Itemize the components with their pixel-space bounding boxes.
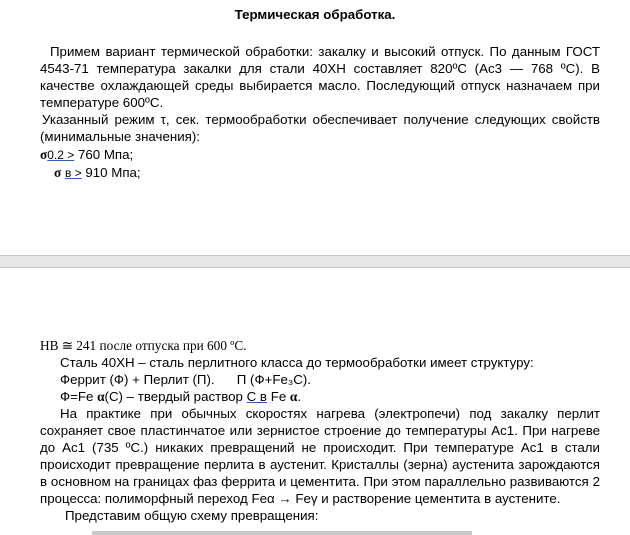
page-2 (0, 268, 630, 535)
ferrite-formula-part: . (297, 389, 302, 404)
page-1 (0, 0, 630, 255)
paragraph-mode: Указанный режим τ, сек. термообработки обеспечивает получение следующих свойств (минимальные значения): (40, 112, 600, 144)
pearlite-composition: П (Ф+Fe₃C). (236, 372, 311, 387)
paragraph-heat-treatment: Примем вариант термической обработки: закалку и высокий отпуск. По данным ГОСТ 4543-71 температура закалки для стали 40ХН составляет 820ºC (Ас3 — 768 ºC). В качестве охлаждающей среды выбирается масло. Последующий отпуск назначаем при температуре 600ºС. (40, 44, 600, 110)
scheme-line: Представим общую схему превращения: (65, 508, 319, 523)
page-break (0, 255, 630, 268)
section-title: Термическая обработка. (234, 7, 396, 22)
sigma-symbol: σ (54, 165, 62, 180)
embedded-object-edge (92, 531, 472, 535)
structure-line: Сталь 40ХН – сталь перлитного класса до термообработки имеет структуру: (60, 355, 534, 370)
alpha-symbol: α (289, 389, 298, 404)
paragraph-practice: На практике при обычных скоростях нагрева (электропечи) под закалку перлит сохраняет свое пластинчатое или зернистое строение до температуры Ас1. При нагреве до Ас1 (735 ºС.) никаких превращений не происходит. При температуре Ас1 в стали происходит превращение перлита в аустенит. Кристаллы (зерна) аустенита зарождаются в основном на границах фаз феррита и цементита. При этом параллельно развиваются 2 процесса: полиморфный переход Feα → Feγ и растворение цементита в аустените. (40, 406, 600, 506)
ferrite-formula-part: (С) – твердый раствор (104, 389, 247, 404)
property-value: 910 Мпа; (85, 165, 141, 180)
ferrite-formula-underlined: C в (246, 389, 267, 404)
structure-formula (40, 371, 600, 388)
property-sigma-b (40, 164, 600, 182)
hardness-line: HB ≅ 241 после отпуска при 600 ºC. (40, 338, 247, 353)
ferrite-pearlite: Феррит (Ф) + Перлит (П). (60, 372, 215, 387)
ferrite-formula (40, 388, 600, 405)
alpha-symbol: α (97, 389, 105, 404)
ferrite-formula-part: Fe (267, 389, 290, 404)
body-text-2 (40, 337, 600, 524)
ferrite-formula-part: Ф=Fe (60, 389, 98, 404)
property-sigma-02 (40, 146, 600, 164)
sigma-subscript: 0.2 > (47, 148, 75, 162)
body-text-1 (40, 43, 600, 182)
property-value: 760 Мпа; (77, 147, 134, 162)
sigma-symbol: σ (40, 147, 48, 162)
sigma-subscript: в > (64, 166, 82, 180)
